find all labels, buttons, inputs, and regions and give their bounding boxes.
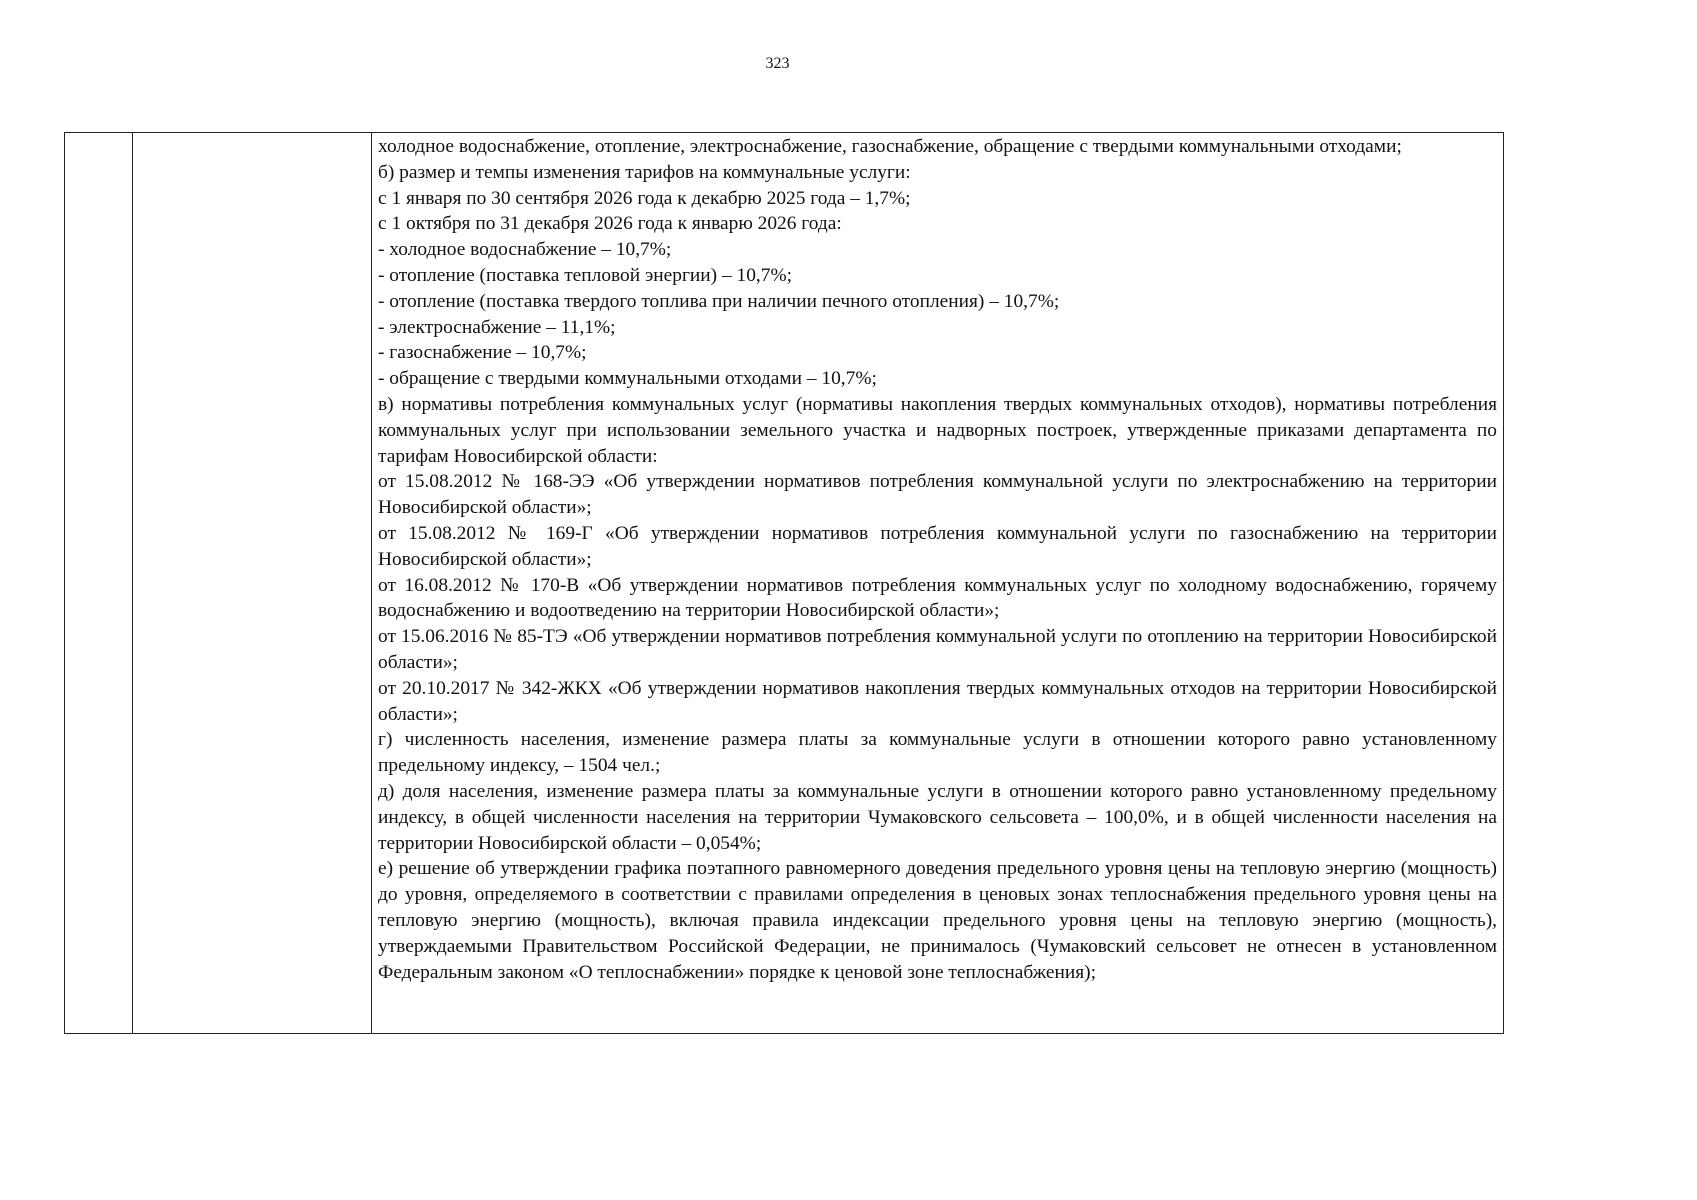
document-table: [64, 132, 1504, 1034]
table-cell-name: [133, 133, 372, 1034]
page-number: 323: [765, 55, 790, 72]
list-item-waste: - обращение с твердыми коммунальными отходами – 10,7%;: [378, 368, 877, 390]
paragraph-tariff-jan-sep: с 1 января по 30 сентября 2026 года к декабрю 2025 года – 1,7%;: [378, 187, 911, 209]
paragraph-e-heat-price-decision: е) решение об утверждении графика поэтапного равномерного доведения предельного уровня цены на тепловую энергию (мощность) до уровня, определяемого в соответствии с правилами определения в ценовых зонах теплоснабжения предельного уровня цены на тепловую энергию (мощность), включая правила индексации предельного уровня цены на тепловую энергию (мощность), утверждаемыми Правительством Российской Федерации, не принималось (Чумаковский сельсовет не отнесен в установленном Федеральным законом «О теплоснабжении» порядке к ценовой зоне теплоснабжения);: [378, 858, 1497, 983]
paragraph-order-342: от 20.10.2017 № 342-ЖКХ «Об утверждении нормативов накопления твердых коммунальных отходов на территории Новосибирской области»;: [378, 677, 1497, 725]
paragraph-v-norms: в) нормативы потребления коммунальных услуг (нормативы накопления твердых коммунальных отходов), нормативы потребления коммунальных услуг при использовании земельного участка и надворных построек, утвержденные приказами департамента по тарифам Новосибирской области:: [378, 393, 1497, 467]
paragraph-services-list: холодное водоснабжение, отопление, электроснабжение, газоснабжение, обращение с твердыми коммунальными отходами;: [378, 136, 1402, 157]
paragraph-d-population-share: д) доля населения, изменение размера платы за коммунальные услуги в отношении которого равно установленному предельному индексу, в общей численности населения на территории Чумаковского сельсовета – 100,0%, и в общей численности населения на территории Новосибирской области – 0,054%;: [378, 780, 1497, 854]
paragraph-order-169: от 15.08.2012 № 169-Г «Об утверждении нормативов потребления коммунальной услуги по газоснабжению на территории Новосибирской области»;: [378, 522, 1497, 570]
list-item-gas: - газоснабжение – 10,7%;: [378, 342, 587, 364]
paragraph-order-168: от 15.08.2012 № 168-ЭЭ «Об утверждении нормативов потребления коммунальной услуги по электроснабжению на территории Новосибирской области»;: [378, 471, 1497, 519]
paragraph-b-tariff-heading: б) размер и темпы изменения тарифов на коммунальные услуги:: [378, 161, 911, 183]
paragraph-order-85: от 15.06.2016 № 85-ТЭ «Об утверждении нормативов потребления коммунальной услуги по отоплению на территории Новосибирской области»;: [378, 626, 1497, 673]
list-item-heating-thermal: - отопление (поставка тепловой энергии) – 10,7%;: [378, 264, 793, 286]
paragraph-tariff-oct-dec: с 1 октября по 31 декабря 2026 года к январю 2026 года:: [378, 213, 842, 235]
list-item-cold-water: - холодное водоснабжение – 10,7%;: [378, 239, 672, 261]
paragraph-order-170: от 16.08.2012 № 170-В «Об утверждении нормативов потребления коммунальных услуг по холодному водоснабжению, горячему водоснабжению и водоотведению на территории Новосибирской области»;: [378, 574, 1497, 622]
table-cell-number: [65, 133, 133, 1034]
content-text: [372, 133, 1503, 985]
paragraph-g-population: г) численность населения, изменение размера платы за коммунальные услуги в отношении которого равно установленному предельному индексу, – 1504 чел.;: [378, 729, 1497, 777]
table-row: [65, 133, 1504, 1034]
list-item-electricity: - электроснабжение – 11,1%;: [378, 316, 616, 338]
table-cell-content: [372, 133, 1504, 1034]
list-item-heating-solid-fuel: - отопление (поставка твердого топлива при наличии печного отопления) – 10,7%;: [378, 290, 1060, 312]
